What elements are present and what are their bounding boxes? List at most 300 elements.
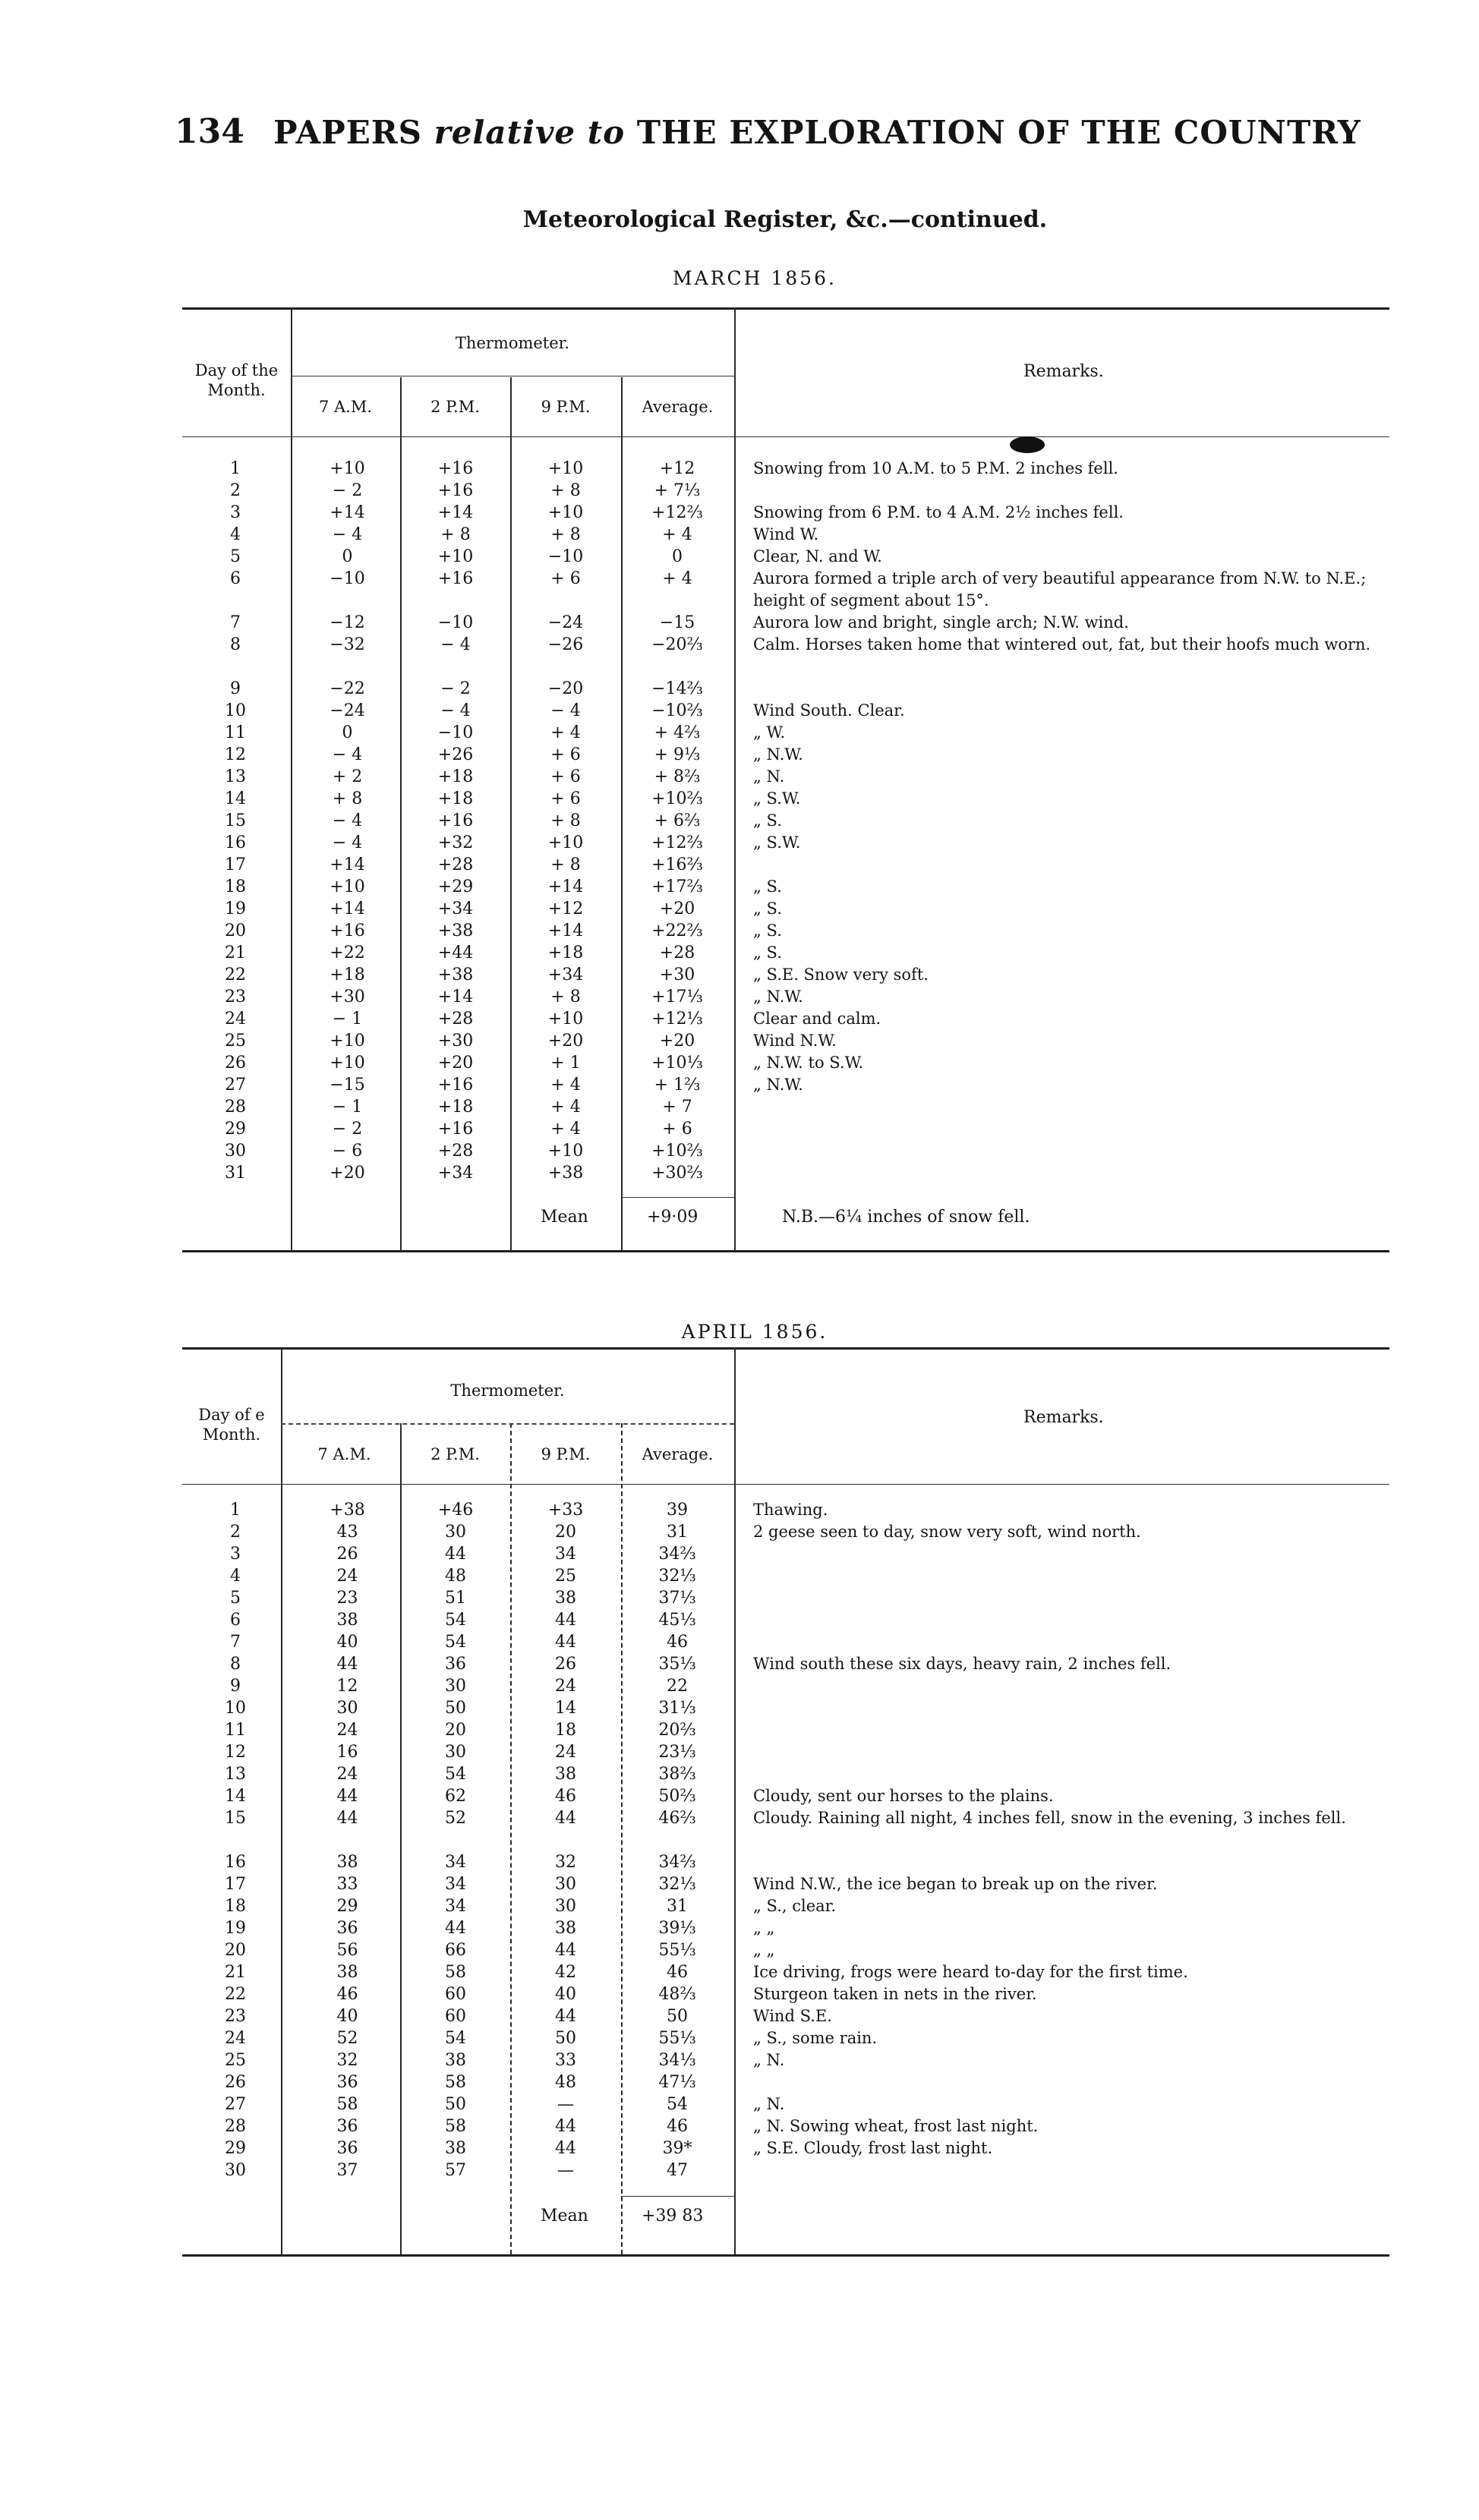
temp-7am-cell: − 4	[332, 745, 363, 764]
table-row	[182, 1521, 1389, 1543]
temp-2pm-cell: +16	[437, 1076, 474, 1095]
table-row	[182, 1096, 1389, 1118]
table-row	[182, 1851, 1389, 1873]
temp-2pm-cell: 60	[445, 1985, 466, 2004]
table-row	[182, 1609, 1389, 1631]
temp-9pm-cell: +10	[547, 833, 584, 852]
temp-9pm-cell: 38	[555, 1919, 576, 1938]
temp-9pm-cell: −10	[547, 547, 584, 566]
temp-7am-cell: +16	[330, 921, 365, 940]
day-cell: 10	[225, 1699, 246, 1718]
day-cell: 11	[225, 1721, 246, 1740]
day-cell: 27	[225, 2095, 246, 2114]
average-cell: 32⅓	[658, 1875, 696, 1894]
average-cell: +22⅔	[651, 921, 703, 940]
march-2pm-head: 2 P.M.	[430, 398, 480, 416]
average-cell: +17⅓	[651, 988, 703, 1006]
march-mean-value: +9·09	[647, 1208, 699, 1227]
march-remarks-head: Remarks.	[1023, 362, 1104, 381]
average-cell: −10⅔	[651, 701, 703, 720]
march-day-head: Day of the Month.	[194, 361, 279, 399]
temp-2pm-cell: − 4	[440, 701, 471, 720]
title-post: THE EXPLORATION OF THE COUNTRY	[636, 114, 1361, 151]
day-cell: 2	[230, 481, 241, 500]
temp-2pm-cell: +18	[437, 789, 474, 808]
table-row	[182, 766, 1389, 788]
temp-2pm-cell: −10	[437, 613, 474, 632]
temp-2pm-cell: +18	[437, 767, 474, 786]
average-cell: 31	[667, 1523, 688, 1542]
march-9pm-head: 9 P.M.	[541, 398, 591, 416]
day-cell: 19	[225, 1919, 246, 1938]
table-row	[182, 2115, 1389, 2137]
table-row	[182, 1697, 1389, 1719]
temp-9pm-cell: +10	[547, 459, 584, 478]
temp-2pm-cell: +28	[437, 1142, 474, 1161]
april-mean-rule	[621, 2196, 734, 2197]
april-mean-value: +39 83	[642, 2207, 704, 2225]
average-cell: +30	[659, 965, 695, 984]
remarks-cell: Wind W.	[753, 525, 819, 543]
march-top-rule	[182, 307, 1389, 310]
temp-9pm-cell: + 4	[550, 1098, 581, 1117]
average-cell: +20	[659, 1032, 695, 1051]
temp-2pm-cell: +32	[437, 833, 474, 852]
day-cell: 6	[230, 569, 241, 588]
day-cell: 18	[225, 1897, 246, 1916]
remarks-cell: „ N.W.	[753, 1076, 803, 1094]
day-cell: 28	[225, 1098, 246, 1117]
temp-7am-cell: +38	[330, 1501, 365, 1520]
temp-7am-cell: 33	[336, 1875, 358, 1894]
temp-7am-cell: − 2	[332, 1120, 363, 1139]
average-cell: + 8⅔	[654, 767, 701, 786]
average-cell: + 7	[662, 1098, 692, 1117]
table-row	[182, 1074, 1389, 1096]
table-row	[182, 2049, 1389, 2071]
temp-9pm-cell: + 6	[550, 745, 581, 764]
april-top-rule	[182, 1347, 1389, 1350]
day-cell: 19	[225, 899, 246, 918]
temp-2pm-cell: 34	[445, 1897, 466, 1916]
table-row	[182, 898, 1389, 920]
day-cell: 24	[225, 2029, 246, 2048]
average-cell: −15	[659, 613, 695, 632]
day-cell: 27	[225, 1076, 246, 1095]
march-title: MARCH 1856.	[673, 267, 837, 289]
temp-9pm-cell: 20	[555, 1523, 576, 1542]
april-2pm-head: 2 P.M.	[430, 1445, 480, 1463]
temp-2pm-cell: 34	[445, 1853, 466, 1872]
temp-9pm-cell: 44	[555, 1611, 576, 1630]
remarks-cell: Thawing.	[753, 1501, 828, 1519]
temp-7am-cell: 36	[336, 2117, 358, 2136]
temp-7am-cell: − 4	[332, 833, 363, 852]
day-cell: 1	[230, 1501, 241, 1520]
temp-9pm-cell: +12	[547, 899, 584, 918]
table-row	[182, 1675, 1389, 1697]
day-cell: 30	[225, 1142, 246, 1161]
temp-2pm-cell: 34	[445, 1875, 466, 1894]
april-table	[182, 1347, 1389, 2258]
temp-2pm-cell: +38	[437, 965, 474, 984]
day-cell: 25	[225, 2051, 246, 2070]
april-thermo-rule	[281, 1423, 734, 1425]
temp-7am-cell: + 2	[332, 767, 363, 786]
temp-7am-cell: 52	[336, 2029, 358, 2048]
average-cell: +12⅔	[651, 833, 703, 852]
table-row	[182, 458, 1389, 480]
average-cell: 55⅓	[658, 2029, 696, 2048]
temp-9pm-cell: —	[557, 2161, 574, 2180]
temp-2pm-cell: −10	[437, 723, 474, 742]
temp-7am-cell: +14	[330, 503, 365, 522]
temp-7am-cell: 38	[336, 1611, 358, 1630]
temp-9pm-cell: + 6	[550, 767, 581, 786]
temp-2pm-cell: 54	[445, 1611, 466, 1630]
day-cell: 26	[225, 2073, 246, 2092]
table-row	[182, 1565, 1389, 1587]
table-row	[182, 1873, 1389, 1895]
average-cell: −20⅔	[651, 635, 703, 654]
average-cell: + 6⅔	[654, 811, 701, 830]
temp-2pm-cell: +30	[437, 1032, 474, 1051]
temp-7am-cell: 56	[336, 1941, 358, 1960]
temp-2pm-cell: +28	[437, 1010, 474, 1028]
table-row	[182, 1162, 1389, 1184]
table-row	[182, 1543, 1389, 1565]
day-cell: 16	[225, 1853, 246, 1872]
temp-7am-cell: − 4	[332, 525, 363, 544]
average-cell: 31⅓	[658, 1699, 696, 1718]
day-cell: 20	[225, 1941, 246, 1960]
april-remarks-head: Remarks.	[1023, 1408, 1104, 1427]
temp-2pm-cell: 62	[445, 1787, 466, 1806]
register-subtitle: Meteorological Register, &c.—continued.	[522, 206, 1048, 233]
remarks-cell: „ S.	[753, 943, 782, 962]
temp-2pm-cell: +46	[437, 1501, 474, 1520]
temp-9pm-cell: 44	[555, 1941, 576, 1960]
day-cell: 18	[225, 877, 246, 896]
table-row	[182, 2093, 1389, 2115]
table-row	[182, 1741, 1389, 1763]
average-cell: +28	[659, 943, 695, 962]
table-row	[182, 942, 1389, 964]
temp-2pm-cell: +16	[437, 1120, 474, 1139]
table-row	[182, 2027, 1389, 2049]
march-mean-rule	[621, 1197, 734, 1198]
remarks-cell: „ S.W.	[753, 833, 801, 852]
temp-2pm-cell: +28	[437, 855, 474, 874]
table-row	[182, 722, 1389, 744]
day-cell: 15	[225, 811, 246, 830]
table-row	[182, 1807, 1389, 1851]
remarks-cell: „ „	[753, 1941, 775, 1959]
day-cell: 9	[230, 1677, 241, 1696]
temp-7am-cell: − 1	[332, 1010, 363, 1028]
temp-9pm-cell: −24	[547, 613, 584, 632]
temp-2pm-cell: 38	[445, 2139, 466, 2158]
table-row	[182, 1052, 1389, 1074]
day-cell: 23	[225, 988, 246, 1006]
day-cell: 13	[225, 1765, 246, 1784]
day-cell: 13	[225, 767, 246, 786]
april-title: APRIL 1856.	[681, 1321, 828, 1343]
march-rows	[182, 458, 1389, 1184]
temp-9pm-cell: 24	[555, 1677, 576, 1696]
temp-2pm-cell: +16	[437, 811, 474, 830]
average-cell: +12	[659, 459, 695, 478]
temp-9pm-cell: 24	[555, 1743, 576, 1762]
day-cell: 3	[230, 503, 241, 522]
average-cell: + 1⅔	[654, 1076, 701, 1095]
temp-2pm-cell: 54	[445, 1765, 466, 1784]
table-row	[182, 1895, 1389, 1917]
table-row	[182, 920, 1389, 942]
temp-9pm-cell: −20	[547, 679, 584, 698]
remarks-cell: „ S., clear.	[753, 1897, 837, 1915]
average-cell: 34⅔	[658, 1545, 696, 1564]
day-cell: 12	[225, 1743, 246, 1762]
temp-7am-cell: 16	[336, 1743, 358, 1762]
march-note: N.B.—6¼ inches of snow fell.	[782, 1208, 1030, 1227]
average-cell: 55⅓	[658, 1941, 696, 1960]
temp-9pm-cell: + 1	[550, 1054, 581, 1073]
table-row	[182, 678, 1389, 700]
temp-9pm-cell: + 8	[550, 481, 581, 500]
temp-7am-cell: 32	[336, 2051, 358, 2070]
day-cell: 20	[225, 921, 246, 940]
day-cell: 8	[230, 1655, 241, 1674]
temp-9pm-cell: +20	[547, 1032, 584, 1051]
april-day-head: Day of e Month.	[198, 1406, 265, 1444]
average-cell: +10⅓	[651, 1054, 703, 1073]
average-cell: 31	[667, 1897, 688, 1916]
day-cell: 4	[230, 525, 241, 544]
table-row	[182, 964, 1389, 986]
average-cell: 39⅓	[658, 1919, 696, 1938]
temp-2pm-cell: 57	[445, 2161, 466, 2180]
day-cell: 14	[225, 789, 246, 808]
temp-9pm-cell: 44	[555, 1809, 576, 1828]
table-row	[182, 2071, 1389, 2093]
april-9pm-head: 9 P.M.	[541, 1445, 591, 1463]
table-row	[182, 1499, 1389, 1521]
day-cell: 26	[225, 1054, 246, 1073]
temp-2pm-cell: +18	[437, 1098, 474, 1117]
temp-9pm-cell: + 8	[550, 811, 581, 830]
temp-9pm-cell: + 8	[550, 855, 581, 874]
page-number: 134	[175, 112, 244, 151]
day-cell: 17	[225, 1875, 246, 1894]
average-cell: 50⅔	[658, 1787, 696, 1806]
temp-7am-cell: + 8	[332, 789, 363, 808]
remarks-cell: Wind S.E.	[753, 2007, 832, 2025]
temp-2pm-cell: 50	[445, 1699, 466, 1718]
march-mean-label: Mean	[541, 1208, 588, 1227]
average-cell: 45⅓	[658, 1611, 696, 1630]
page-title	[273, 114, 1361, 151]
table-row	[182, 1961, 1389, 1983]
table-row	[182, 2159, 1389, 2181]
temp-7am-cell: +14	[330, 899, 365, 918]
temp-7am-cell: 0	[342, 723, 353, 742]
remarks-cell: Calm. Horses taken home that wintered out, fat, but their hoofs much worn.	[753, 635, 1371, 654]
temp-7am-cell: − 2	[332, 481, 363, 500]
temp-7am-cell: 40	[336, 2007, 358, 2026]
temp-7am-cell: 44	[336, 1655, 358, 1674]
temp-9pm-cell: + 4	[550, 1076, 581, 1095]
temp-9pm-cell: 40	[555, 1985, 576, 2004]
temp-2pm-cell: 36	[445, 1655, 466, 1674]
table-row	[182, 1140, 1389, 1162]
remarks-cell: „ S.	[753, 877, 782, 896]
temp-7am-cell: +10	[330, 877, 365, 896]
temp-7am-cell: 12	[336, 1677, 358, 1696]
temp-2pm-cell: 48	[445, 1567, 466, 1586]
average-cell: 50	[667, 2007, 688, 2026]
temp-9pm-cell: 42	[555, 1963, 576, 1982]
table-row	[182, 744, 1389, 766]
table-row	[182, 634, 1389, 678]
temp-2pm-cell: 50	[445, 2095, 466, 2114]
temp-9pm-cell: +14	[547, 921, 584, 940]
average-cell: 20⅔	[658, 1721, 696, 1740]
temp-9pm-cell: +10	[547, 1010, 584, 1028]
temp-2pm-cell: +34	[437, 899, 474, 918]
day-cell: 5	[230, 547, 241, 566]
temp-2pm-cell: 30	[445, 1523, 466, 1542]
average-cell: 34⅓	[658, 2051, 696, 2070]
table-row	[182, 876, 1389, 898]
temp-2pm-cell: +16	[437, 481, 474, 500]
average-cell: +30⅔	[651, 1164, 703, 1183]
remarks-cell: Clear and calm.	[753, 1010, 881, 1028]
table-row	[182, 1653, 1389, 1675]
remarks-cell: „ S.	[753, 899, 782, 918]
april-thermo-head: Thermometer.	[450, 1381, 565, 1400]
day-cell: 4	[230, 1567, 241, 1586]
running-header	[175, 112, 1361, 165]
temp-7am-cell: − 6	[332, 1142, 363, 1161]
temp-7am-cell: 0	[342, 547, 353, 566]
temp-2pm-cell: +16	[437, 459, 474, 478]
average-cell: 0	[672, 547, 683, 566]
day-cell: 8	[230, 635, 241, 654]
day-cell: 14	[225, 1787, 246, 1806]
temp-2pm-cell: +44	[437, 943, 474, 962]
temp-7am-cell: 24	[336, 1567, 358, 1586]
temp-7am-cell: −24	[330, 701, 365, 720]
remarks-cell: Ice driving, frogs were heard to-day for the first time.	[753, 1963, 1188, 1981]
average-cell: 38⅔	[658, 1765, 696, 1784]
april-avg-head: Average.	[642, 1445, 714, 1463]
temp-7am-cell: 30	[336, 1699, 358, 1718]
table-row	[182, 832, 1389, 854]
temp-7am-cell: +18	[330, 965, 365, 984]
remarks-cell: „ N.	[753, 2095, 785, 2113]
temp-9pm-cell: 30	[555, 1897, 576, 1916]
remarks-cell: Snowing from 6 P.M. to 4 A.M. 2½ inches fell.	[753, 503, 1124, 521]
temp-7am-cell: 44	[336, 1787, 358, 1806]
average-cell: 46⅔	[658, 1809, 696, 1828]
average-cell: + 9⅓	[654, 745, 701, 764]
temp-2pm-cell: +14	[437, 988, 474, 1006]
remarks-cell: „ N.W.	[753, 988, 803, 1006]
average-cell: 46	[667, 2117, 688, 2136]
temp-7am-cell: 43	[336, 1523, 358, 1542]
temp-9pm-cell: 38	[555, 1589, 576, 1608]
temp-2pm-cell: +10	[437, 547, 474, 566]
temp-7am-cell: 26	[336, 1545, 358, 1564]
april-bottom-rule	[182, 2254, 1389, 2257]
temp-2pm-cell: 58	[445, 2117, 466, 2136]
average-cell: 46	[667, 1963, 688, 1982]
table-row	[182, 1118, 1389, 1140]
temp-2pm-cell: 58	[445, 2073, 466, 2092]
day-cell: 29	[225, 2139, 246, 2158]
temp-7am-cell: 46	[336, 1985, 358, 2004]
temp-9pm-cell: +34	[547, 965, 584, 984]
day-cell: 31	[225, 1164, 246, 1183]
table-row	[182, 700, 1389, 722]
average-cell: 32⅓	[658, 1567, 696, 1586]
average-cell: + 4	[662, 569, 692, 588]
temp-9pm-cell: + 8	[550, 525, 581, 544]
april-rows	[182, 1499, 1389, 2181]
table-row	[182, 1587, 1389, 1609]
remarks-cell: Wind South. Clear.	[753, 701, 905, 720]
april-mean-label: Mean	[541, 2207, 588, 2225]
day-cell: 2	[230, 1523, 241, 1542]
average-cell: 37⅓	[658, 1589, 696, 1608]
table-row	[182, 1917, 1389, 1939]
average-cell: 54	[667, 2095, 688, 2114]
temp-9pm-cell: 32	[555, 1853, 576, 1872]
temp-9pm-cell: +38	[547, 1164, 584, 1183]
temp-9pm-cell: 26	[555, 1655, 576, 1674]
temp-2pm-cell: +34	[437, 1164, 474, 1183]
average-cell: 35⅓	[658, 1655, 696, 1674]
table-row	[182, 502, 1389, 524]
april-7am-head: 7 A.M.	[317, 1445, 371, 1463]
remarks-cell: „ N.	[753, 2051, 785, 2069]
temp-2pm-cell: 54	[445, 1633, 466, 1652]
table-row	[182, 854, 1389, 876]
day-cell: 22	[225, 1985, 246, 2004]
temp-9pm-cell: 48	[555, 2073, 576, 2092]
temp-7am-cell: −10	[330, 569, 365, 588]
day-cell: 29	[225, 1120, 246, 1139]
day-cell: 21	[225, 1963, 246, 1982]
temp-2pm-cell: 44	[445, 1545, 466, 1564]
temp-7am-cell: 36	[336, 2073, 358, 2092]
remarks-cell: Wind south these six days, heavy rain, 2 inches fell.	[753, 1655, 1172, 1673]
remarks-cell: Clear, N. and W.	[753, 547, 882, 565]
day-cell: 3	[230, 1545, 241, 1564]
temp-9pm-cell: + 6	[550, 569, 581, 588]
day-cell: 30	[225, 2161, 246, 2180]
temp-9pm-cell: 18	[555, 1721, 576, 1740]
temp-2pm-cell: 66	[445, 1941, 466, 1960]
temp-9pm-cell: 44	[555, 2139, 576, 2158]
table-row	[182, 1030, 1389, 1052]
temp-7am-cell: 38	[336, 1963, 358, 1982]
march-7am-head: 7 A.M.	[318, 398, 373, 416]
temp-9pm-cell: +14	[547, 877, 584, 896]
temp-2pm-cell: 54	[445, 2029, 466, 2048]
temp-9pm-cell: −26	[547, 635, 584, 654]
